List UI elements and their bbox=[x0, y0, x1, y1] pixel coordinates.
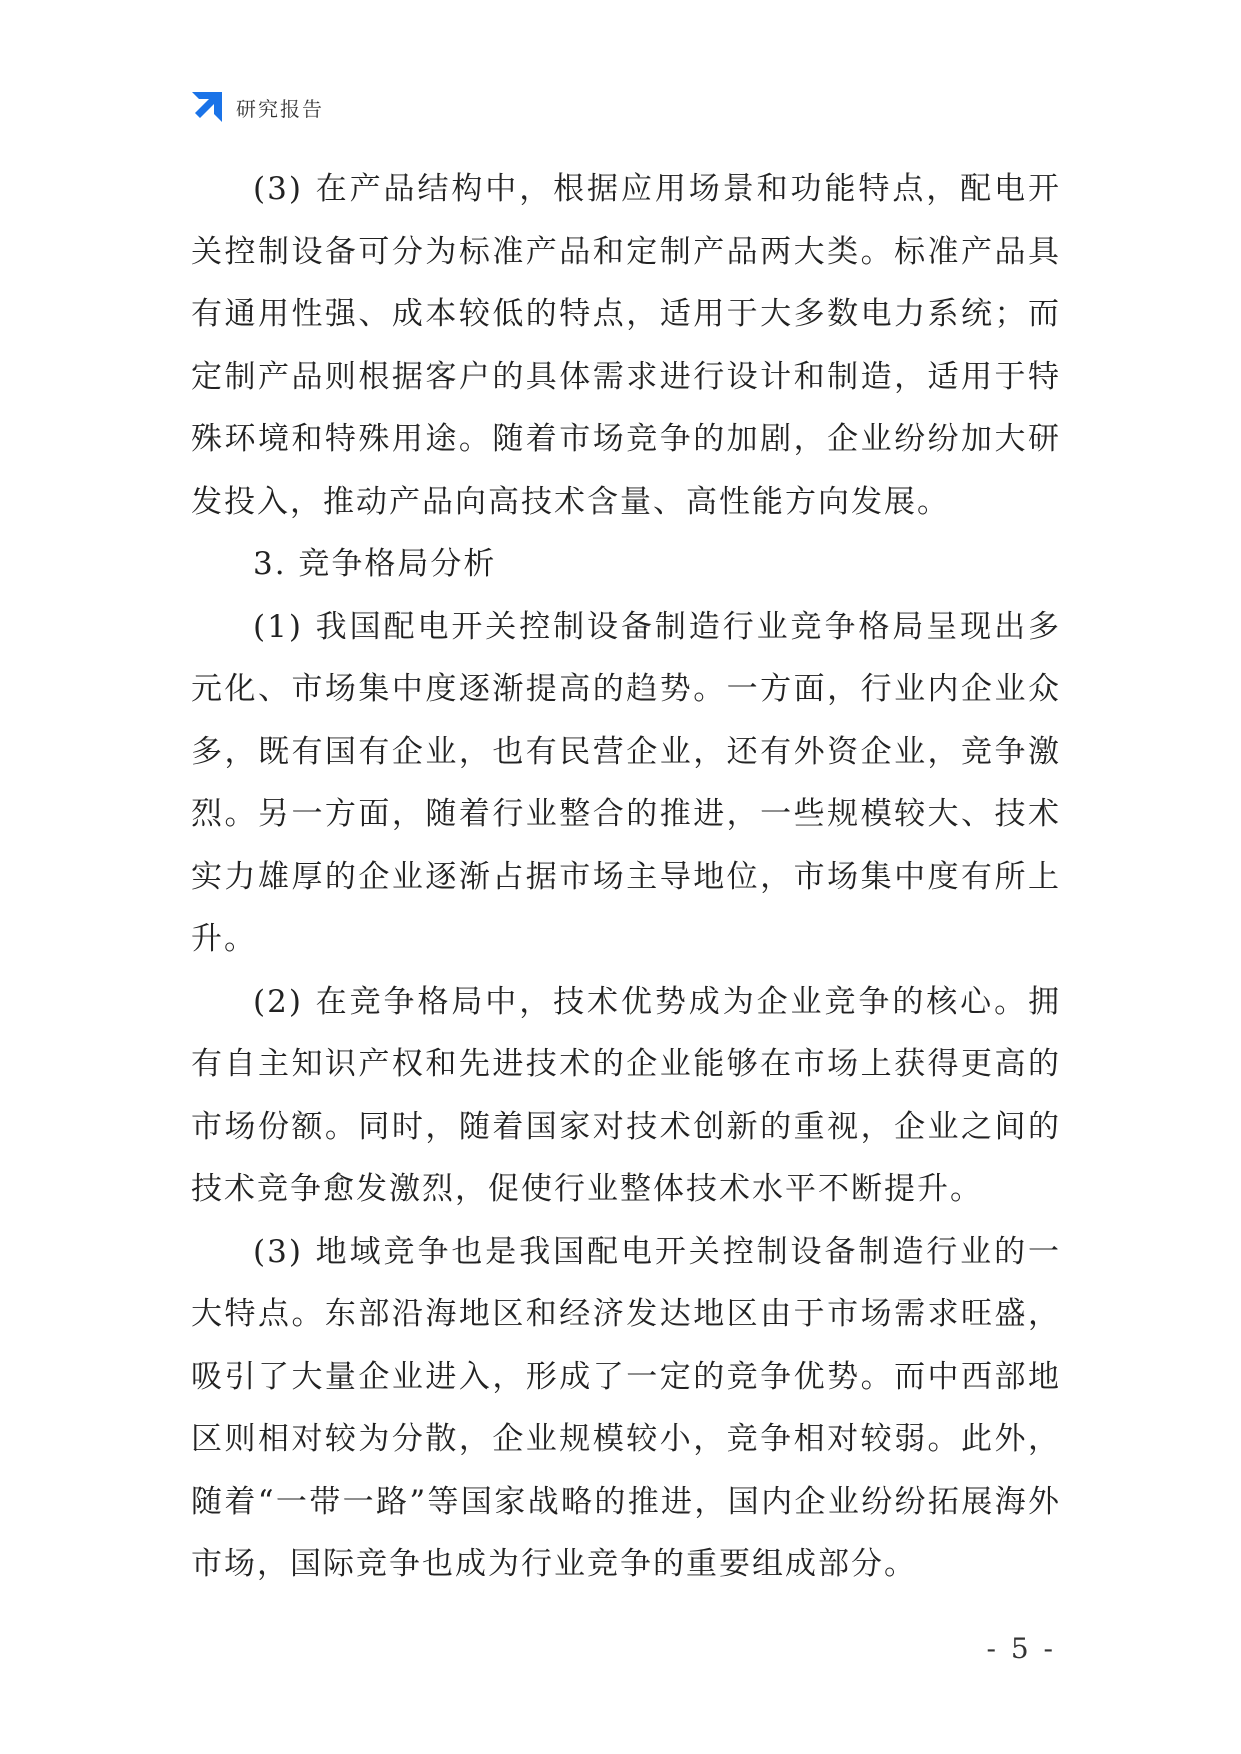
section-heading-competition: 3. 竞争格局分析 bbox=[253, 546, 497, 582]
page-number: - 5 - bbox=[986, 1632, 1056, 1665]
paragraph-product-structure: (3) 在产品结构中，根据应用场景和功能特点，配电开关控制设备可分为标准产品和定制产品两大类。标准产品具有通用性强、成本较低的特点，适用于大多数电力系统；而定制产品则根据客户的具体需求进行设计和制造，适用于特殊环境和特殊用途。随着市场竞争的加剧，企业纷纷加大研发投入，推动产品向高技术含量、高性能方向发展。 bbox=[191, 171, 1061, 520]
arrow-up-right-icon bbox=[190, 90, 224, 124]
paragraph-competition-pattern: (1) 我国配电开关控制设备制造行业竞争格局呈现出多元化、市场集中度逐渐提高的趋势。一方面，行业内企业众多，既有国有企业，也有民营企业，还有外资企业，竞争激烈。另一方面，随着行业整合的推进，一些规模较大、技术实力雄厚的企业逐渐占据市场主导地位，市场集中度有所上升。 bbox=[191, 608, 1061, 957]
header-title: 研究报告 bbox=[236, 96, 324, 121]
paragraph-regional-competition: (3) 地域竞争也是我国配电开关控制设备制造行业的一大特点。东部沿海地区和经济发达地区由于市场需求旺盛，吸引了大量企业进入，形成了一定的竞争优势。而中西部地区则相对较为分散，企业规模较小，竞争相对较弱。此外，随着“一带一路”等国家战略的推进，国内企业纷纷拓展海外市场，国际竞争也成为行业竞争的重要组成部分。 bbox=[191, 1233, 1061, 1582]
report-header bbox=[190, 90, 324, 124]
paragraph-technology-advantage: (2) 在竞争格局中，技术优势成为企业竞争的核心。拥有自主知识产权和先进技术的企业能够在市场上获得更高的市场份额。同时，随着国家对技术创新的重视，企业之间的技术竞争愈发激烈，促使行业整体技术水平不断提升。 bbox=[191, 983, 1061, 1207]
document-body bbox=[191, 158, 1061, 1596]
